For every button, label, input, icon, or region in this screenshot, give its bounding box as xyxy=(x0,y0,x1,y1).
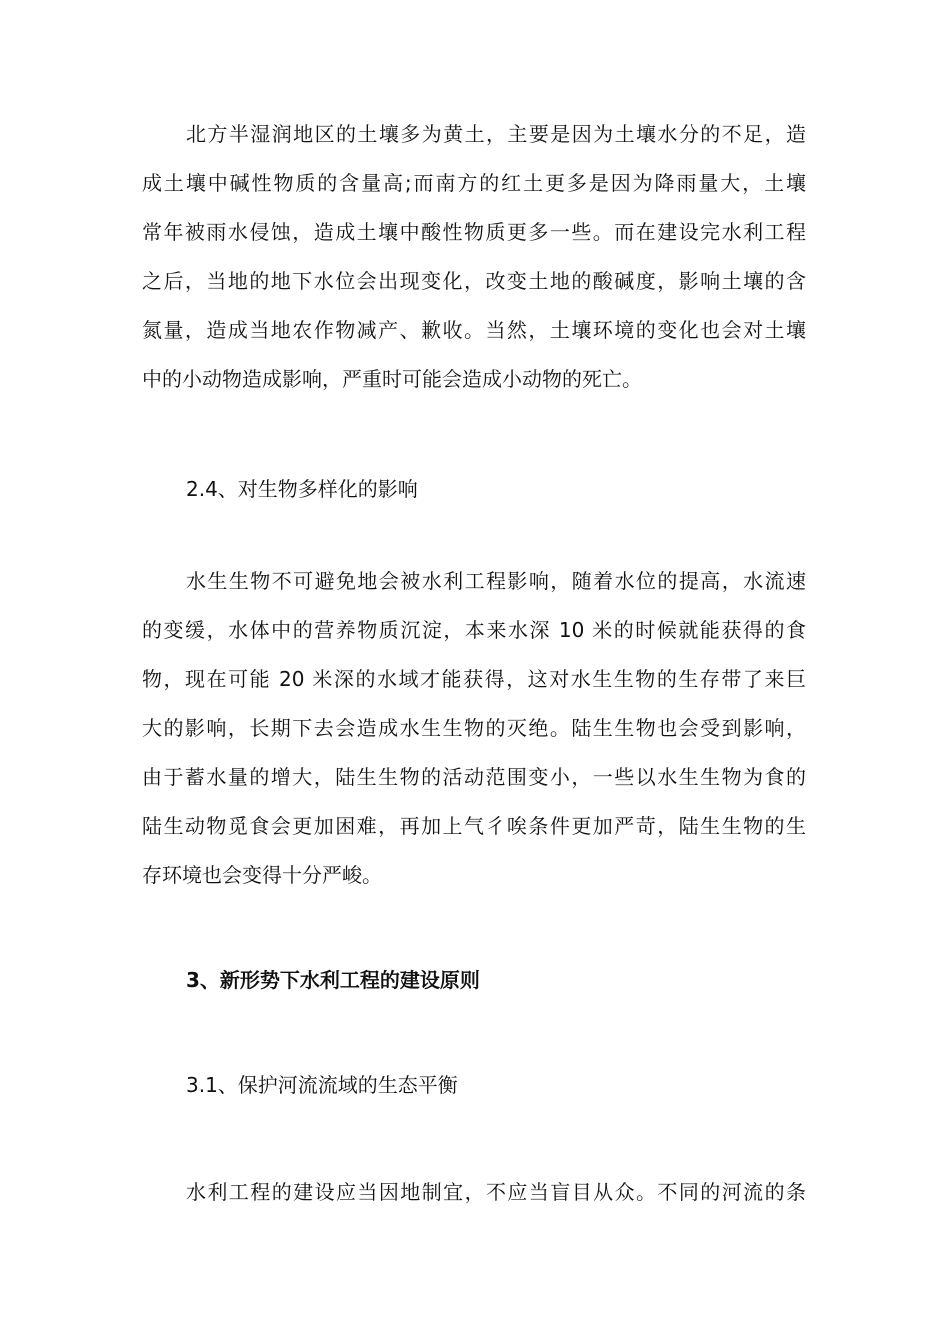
paragraph-line: 的变缓，水体中的营养物质沉淀，本来水深 10 米的时候就能获得的食 xyxy=(142,618,806,642)
paragraph-line: 大的影响，长期下去会造成水生生物的灭绝。陆生生物也会受到影响， xyxy=(142,716,806,740)
paragraph-line: 物，现在可能 20 米深的水域才能获得，这对水生生物的生存带了来巨 xyxy=(142,667,806,691)
paragraph-line: 陆生动物觅食会更加困难，再加上气彳唉条件更加严苛，陆生生物的生 xyxy=(142,814,806,838)
section-heading-3: 3、新形势下水利工程的建设原则 xyxy=(186,968,480,992)
paragraph-line: 水生生物不可避免地会被水利工程影响，随着水位的提高，水流速 xyxy=(186,569,806,593)
paragraph-line: 北方半湿润地区的土壤多为黄土，主要是因为土壤水分的不足，造 xyxy=(186,122,806,146)
paragraph-line: 由于蓄水量的增大，陆生生物的活动范围变小，一些以水生生物为食的 xyxy=(142,765,806,789)
paragraph-line: 水利工程的建设应当因地制宜，不应当盲目从众。不同的河流的条 xyxy=(186,1180,806,1204)
paragraph-line: 存环境也会变得十分严峻。 xyxy=(142,863,382,887)
paragraph-line: 氮量，造成当地农作物减产、歉收。当然，土壤环境的变化也会对土壤 xyxy=(142,318,806,342)
paragraph-line: 之后，当地的地下水位会出现变化，改变土地的酸碱度，影响土壤的含 xyxy=(142,269,806,293)
paragraph-line: 中的小动物造成影响，严重时可能会造成小动物的死亡。 xyxy=(142,367,642,391)
paragraph-biodiversity xyxy=(142,557,806,900)
section-heading-3-1: 3.1、保护河流流域的生态平衡 xyxy=(186,1073,458,1097)
paragraph-line: 常年被雨水侵蚀，造成土壤中酸性物质更多一些。而在建设完水利工程 xyxy=(142,220,806,244)
section-heading-2-4: 2.4、对生物多样化的影响 xyxy=(186,477,418,501)
paragraph-line: 成土壤中碱性物质的含量高;而南方的红土更多是因为降雨量大，土壤 xyxy=(142,171,806,195)
paragraph-soil xyxy=(142,110,806,404)
paragraph-principle xyxy=(142,1168,806,1217)
